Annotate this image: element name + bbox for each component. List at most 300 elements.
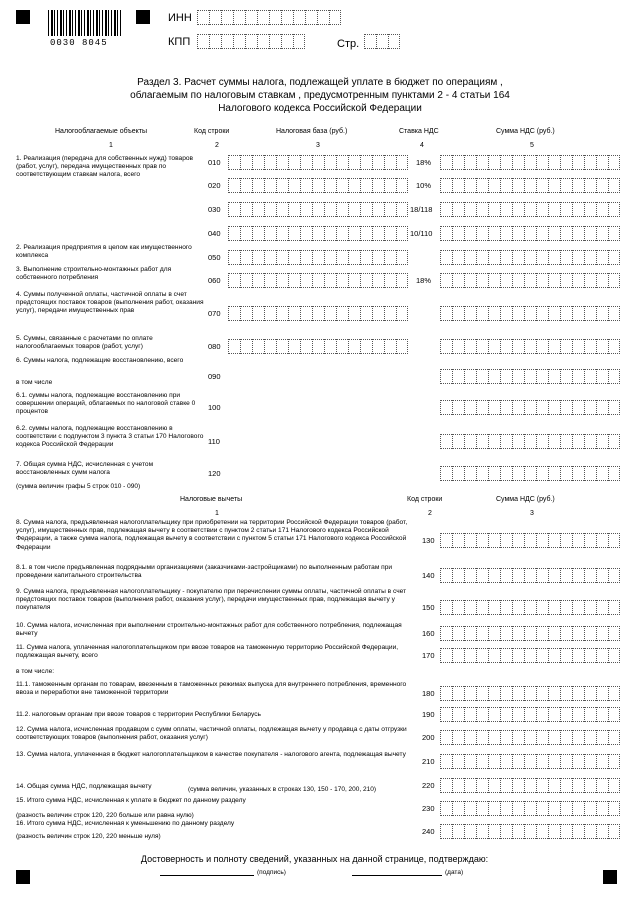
input-cell[interactable]	[548, 686, 560, 701]
input-cell[interactable]	[560, 533, 572, 548]
input-cell[interactable]	[384, 155, 396, 170]
input-cell[interactable]	[488, 707, 500, 722]
input-cell[interactable]	[440, 434, 452, 449]
input-cell[interactable]	[524, 178, 536, 193]
input-cell[interactable]	[536, 226, 548, 241]
input-cell[interactable]	[560, 339, 572, 354]
input-cell[interactable]	[584, 155, 596, 170]
input-cell[interactable]	[464, 155, 476, 170]
input-cell[interactable]	[500, 648, 512, 663]
input-cell[interactable]	[548, 155, 560, 170]
input-cell[interactable]	[560, 686, 572, 701]
input-cell[interactable]	[512, 400, 524, 415]
input-cell[interactable]	[560, 801, 572, 816]
input-cell[interactable]	[548, 339, 560, 354]
input-cell[interactable]	[476, 824, 488, 839]
input-cell[interactable]	[324, 306, 336, 321]
input-cell[interactable]	[476, 226, 488, 241]
input-cell[interactable]	[548, 801, 560, 816]
input-cell[interactable]	[584, 400, 596, 415]
input-cell[interactable]	[476, 626, 488, 641]
input-cell[interactable]	[608, 801, 620, 816]
input-cell[interactable]	[596, 686, 608, 701]
input-cell[interactable]	[500, 533, 512, 548]
input-cell[interactable]	[372, 273, 384, 288]
input-cell[interactable]	[524, 155, 536, 170]
input-cell[interactable]	[252, 273, 264, 288]
input-cell[interactable]	[536, 600, 548, 615]
input-cell[interactable]	[336, 250, 348, 265]
input-cell[interactable]	[512, 273, 524, 288]
input-cell[interactable]	[512, 202, 524, 217]
input-cell[interactable]	[452, 178, 464, 193]
input-cell[interactable]	[572, 434, 584, 449]
input-cell[interactable]	[488, 306, 500, 321]
input-cell[interactable]	[536, 533, 548, 548]
input-cell[interactable]	[536, 466, 548, 481]
input-cell[interactable]	[608, 707, 620, 722]
input-cell[interactable]	[488, 600, 500, 615]
input-cell[interactable]	[312, 250, 324, 265]
input-cell[interactable]	[300, 273, 312, 288]
input-cell[interactable]	[560, 707, 572, 722]
input-cell[interactable]	[464, 306, 476, 321]
input-cell[interactable]	[452, 533, 464, 548]
input-cell[interactable]	[476, 533, 488, 548]
input-cell[interactable]	[452, 648, 464, 663]
vat-amount-field[interactable]	[440, 801, 620, 816]
input-cell[interactable]	[500, 686, 512, 701]
input-cell[interactable]	[536, 824, 548, 839]
input-cell[interactable]	[608, 178, 620, 193]
input-cell[interactable]	[608, 273, 620, 288]
input-cell[interactable]	[500, 306, 512, 321]
input-cell[interactable]	[560, 226, 572, 241]
input-cell[interactable]	[488, 400, 500, 415]
input-cell[interactable]	[596, 155, 608, 170]
input-cell[interactable]	[488, 686, 500, 701]
input-cell[interactable]	[560, 155, 572, 170]
input-cell[interactable]	[440, 730, 452, 745]
input-cell[interactable]	[440, 466, 452, 481]
input-cell[interactable]	[560, 306, 572, 321]
input-cell[interactable]	[488, 369, 500, 384]
vat-amount-field[interactable]	[440, 155, 620, 170]
vat-amount-field[interactable]	[440, 707, 620, 722]
input-cell[interactable]	[536, 626, 548, 641]
input-cell[interactable]	[440, 178, 452, 193]
input-cell[interactable]	[584, 600, 596, 615]
input-cell[interactable]	[524, 202, 536, 217]
input-cell[interactable]	[488, 226, 500, 241]
input-cell[interactable]	[572, 273, 584, 288]
input-cell[interactable]	[488, 778, 500, 793]
input-cell[interactable]	[452, 250, 464, 265]
input-cell[interactable]	[372, 306, 384, 321]
input-cell[interactable]	[524, 369, 536, 384]
input-cell[interactable]	[245, 10, 257, 25]
input-cell[interactable]	[524, 754, 536, 769]
input-cell[interactable]	[560, 250, 572, 265]
input-cell[interactable]	[336, 306, 348, 321]
input-cell[interactable]	[452, 801, 464, 816]
input-cell[interactable]	[548, 434, 560, 449]
input-cell[interactable]	[572, 824, 584, 839]
input-cell[interactable]	[388, 34, 400, 49]
input-cell[interactable]	[488, 754, 500, 769]
input-cell[interactable]	[233, 10, 245, 25]
input-cell[interactable]	[512, 824, 524, 839]
input-cell[interactable]	[288, 250, 300, 265]
input-cell[interactable]	[228, 178, 240, 193]
input-cell[interactable]	[596, 533, 608, 548]
input-cell[interactable]	[584, 369, 596, 384]
input-cell[interactable]	[440, 778, 452, 793]
input-cell[interactable]	[596, 226, 608, 241]
input-cell[interactable]	[372, 202, 384, 217]
input-cell[interactable]	[608, 778, 620, 793]
input-cell[interactable]	[233, 34, 245, 49]
input-cell[interactable]	[228, 306, 240, 321]
input-cell[interactable]	[488, 648, 500, 663]
vat-amount-field[interactable]	[440, 202, 620, 217]
input-cell[interactable]	[452, 155, 464, 170]
input-cell[interactable]	[548, 369, 560, 384]
input-cell[interactable]	[264, 339, 276, 354]
input-cell[interactable]	[464, 626, 476, 641]
input-cell[interactable]	[288, 273, 300, 288]
input-cell[interactable]	[452, 306, 464, 321]
input-cell[interactable]	[276, 178, 288, 193]
input-cell[interactable]	[584, 626, 596, 641]
input-cell[interactable]	[384, 178, 396, 193]
input-cell[interactable]	[452, 730, 464, 745]
input-cell[interactable]	[452, 754, 464, 769]
input-cell[interactable]	[500, 434, 512, 449]
input-cell[interactable]	[372, 155, 384, 170]
input-cell[interactable]	[584, 824, 596, 839]
input-cell[interactable]	[560, 466, 572, 481]
input-cell[interactable]	[348, 155, 360, 170]
input-cell[interactable]	[452, 369, 464, 384]
input-cell[interactable]	[264, 178, 276, 193]
input-cell[interactable]	[372, 226, 384, 241]
input-cell[interactable]	[305, 10, 317, 25]
input-cell[interactable]	[572, 202, 584, 217]
input-cell[interactable]	[464, 568, 476, 583]
vat-amount-field[interactable]	[440, 273, 620, 288]
input-cell[interactable]	[500, 202, 512, 217]
vat-amount-field[interactable]	[440, 533, 620, 548]
input-cell[interactable]	[360, 178, 372, 193]
input-cell[interactable]	[572, 178, 584, 193]
input-cell[interactable]	[608, 754, 620, 769]
input-cell[interactable]	[584, 178, 596, 193]
input-cell[interactable]	[464, 178, 476, 193]
input-cell[interactable]	[252, 202, 264, 217]
input-cell[interactable]	[560, 824, 572, 839]
input-cell[interactable]	[572, 533, 584, 548]
input-cell[interactable]	[572, 250, 584, 265]
input-cell[interactable]	[524, 466, 536, 481]
date-line[interactable]	[352, 875, 442, 876]
input-cell[interactable]	[440, 754, 452, 769]
input-cell[interactable]	[488, 250, 500, 265]
input-cell[interactable]	[288, 155, 300, 170]
input-cell[interactable]	[536, 273, 548, 288]
input-cell[interactable]	[548, 730, 560, 745]
input-cell[interactable]	[476, 730, 488, 745]
input-cell[interactable]	[608, 600, 620, 615]
input-cell[interactable]	[596, 626, 608, 641]
input-cell[interactable]	[572, 648, 584, 663]
input-cell[interactable]	[372, 250, 384, 265]
input-cell[interactable]	[464, 339, 476, 354]
input-cell[interactable]	[512, 466, 524, 481]
input-cell[interactable]	[240, 306, 252, 321]
input-cell[interactable]	[276, 155, 288, 170]
input-cell[interactable]	[329, 10, 341, 25]
input-cell[interactable]	[596, 250, 608, 265]
input-cell[interactable]	[264, 202, 276, 217]
input-cell[interactable]	[440, 400, 452, 415]
input-cell[interactable]	[300, 226, 312, 241]
input-cell[interactable]	[548, 754, 560, 769]
input-cell[interactable]	[228, 202, 240, 217]
input-cell[interactable]	[584, 226, 596, 241]
input-cell[interactable]	[464, 824, 476, 839]
input-cell[interactable]	[596, 754, 608, 769]
input-cell[interactable]	[524, 801, 536, 816]
input-cell[interactable]	[596, 730, 608, 745]
input-cell[interactable]	[500, 600, 512, 615]
input-cell[interactable]	[300, 178, 312, 193]
input-cell[interactable]	[548, 533, 560, 548]
input-cell[interactable]	[300, 339, 312, 354]
input-cell[interactable]	[276, 273, 288, 288]
input-cell[interactable]	[536, 178, 548, 193]
input-cell[interactable]	[572, 626, 584, 641]
input-cell[interactable]	[572, 801, 584, 816]
input-cell[interactable]	[512, 730, 524, 745]
input-cell[interactable]	[608, 466, 620, 481]
input-cell[interactable]	[596, 568, 608, 583]
input-cell[interactable]	[488, 801, 500, 816]
input-cell[interactable]	[464, 801, 476, 816]
input-cell[interactable]	[384, 250, 396, 265]
input-cell[interactable]	[596, 306, 608, 321]
input-cell[interactable]	[396, 202, 408, 217]
input-cell[interactable]	[396, 155, 408, 170]
input-cell[interactable]	[608, 202, 620, 217]
input-cell[interactable]	[276, 202, 288, 217]
input-cell[interactable]	[440, 648, 452, 663]
input-cell[interactable]	[372, 339, 384, 354]
input-cell[interactable]	[396, 306, 408, 321]
input-cell[interactable]	[608, 686, 620, 701]
input-cell[interactable]	[608, 434, 620, 449]
input-cell[interactable]	[269, 34, 281, 49]
input-cell[interactable]	[240, 226, 252, 241]
input-cell[interactable]	[608, 568, 620, 583]
vat-amount-field[interactable]	[440, 339, 620, 354]
input-cell[interactable]	[560, 178, 572, 193]
input-cell[interactable]	[524, 707, 536, 722]
input-cell[interactable]	[317, 10, 329, 25]
input-cell[interactable]	[584, 466, 596, 481]
vat-amount-field[interactable]	[440, 730, 620, 745]
input-cell[interactable]	[360, 306, 372, 321]
input-cell[interactable]	[476, 568, 488, 583]
input-cell[interactable]	[560, 600, 572, 615]
input-cell[interactable]	[348, 202, 360, 217]
input-cell[interactable]	[464, 250, 476, 265]
input-cell[interactable]	[608, 306, 620, 321]
input-cell[interactable]	[560, 648, 572, 663]
input-cell[interactable]	[572, 306, 584, 321]
input-cell[interactable]	[584, 801, 596, 816]
input-cell[interactable]	[500, 466, 512, 481]
input-cell[interactable]	[476, 707, 488, 722]
input-cell[interactable]	[440, 686, 452, 701]
input-cell[interactable]	[476, 155, 488, 170]
vat-amount-field[interactable]	[440, 250, 620, 265]
input-cell[interactable]	[276, 250, 288, 265]
input-cell[interactable]	[596, 778, 608, 793]
input-cell[interactable]	[512, 754, 524, 769]
tax-base-field[interactable]	[228, 306, 408, 321]
input-cell[interactable]	[228, 226, 240, 241]
input-cell[interactable]	[584, 202, 596, 217]
vat-amount-field[interactable]	[440, 466, 620, 481]
input-cell[interactable]	[500, 369, 512, 384]
signature-line[interactable]	[160, 875, 254, 876]
input-cell[interactable]	[596, 339, 608, 354]
input-cell[interactable]	[560, 730, 572, 745]
input-cell[interactable]	[336, 273, 348, 288]
input-cell[interactable]	[276, 306, 288, 321]
input-cell[interactable]	[524, 273, 536, 288]
input-cell[interactable]	[536, 306, 548, 321]
input-cell[interactable]	[500, 273, 512, 288]
input-cell[interactable]	[584, 730, 596, 745]
input-cell[interactable]	[608, 155, 620, 170]
input-cell[interactable]	[396, 226, 408, 241]
input-cell[interactable]	[500, 626, 512, 641]
input-cell[interactable]	[348, 306, 360, 321]
input-cell[interactable]	[500, 824, 512, 839]
input-cell[interactable]	[512, 801, 524, 816]
input-cell[interactable]	[197, 34, 209, 49]
input-cell[interactable]	[488, 730, 500, 745]
input-cell[interactable]	[288, 226, 300, 241]
input-cell[interactable]	[548, 707, 560, 722]
input-cell[interactable]	[252, 178, 264, 193]
input-cell[interactable]	[584, 754, 596, 769]
input-cell[interactable]	[572, 686, 584, 701]
input-cell[interactable]	[548, 648, 560, 663]
input-cell[interactable]	[440, 155, 452, 170]
input-cell[interactable]	[572, 568, 584, 583]
input-cell[interactable]	[488, 273, 500, 288]
input-cell[interactable]	[608, 250, 620, 265]
input-cell[interactable]	[360, 226, 372, 241]
input-cell[interactable]	[536, 400, 548, 415]
input-cell[interactable]	[452, 400, 464, 415]
input-cell[interactable]	[584, 686, 596, 701]
input-cell[interactable]	[240, 250, 252, 265]
input-cell[interactable]	[221, 10, 233, 25]
input-cell[interactable]	[440, 707, 452, 722]
input-cell[interactable]	[336, 339, 348, 354]
input-cell[interactable]	[281, 34, 293, 49]
input-cell[interactable]	[197, 10, 209, 25]
input-cell[interactable]	[536, 369, 548, 384]
input-cell[interactable]	[324, 273, 336, 288]
input-cell[interactable]	[324, 202, 336, 217]
input-cell[interactable]	[584, 250, 596, 265]
input-cell[interactable]	[264, 155, 276, 170]
input-cell[interactable]	[512, 626, 524, 641]
input-cell[interactable]	[476, 466, 488, 481]
vat-amount-field[interactable]	[440, 824, 620, 839]
input-cell[interactable]	[560, 754, 572, 769]
input-cell[interactable]	[312, 202, 324, 217]
input-cell[interactable]	[384, 226, 396, 241]
input-cell[interactable]	[548, 824, 560, 839]
input-cell[interactable]	[476, 339, 488, 354]
input-cell[interactable]	[360, 273, 372, 288]
input-cell[interactable]	[264, 250, 276, 265]
inn-field[interactable]	[197, 10, 341, 25]
input-cell[interactable]	[312, 226, 324, 241]
input-cell[interactable]	[476, 273, 488, 288]
input-cell[interactable]	[524, 600, 536, 615]
input-cell[interactable]	[536, 778, 548, 793]
input-cell[interactable]	[348, 339, 360, 354]
input-cell[interactable]	[440, 801, 452, 816]
input-cell[interactable]	[252, 339, 264, 354]
input-cell[interactable]	[500, 178, 512, 193]
input-cell[interactable]	[240, 155, 252, 170]
input-cell[interactable]	[464, 202, 476, 217]
input-cell[interactable]	[608, 626, 620, 641]
input-cell[interactable]	[360, 155, 372, 170]
input-cell[interactable]	[452, 466, 464, 481]
input-cell[interactable]	[560, 568, 572, 583]
input-cell[interactable]	[500, 400, 512, 415]
input-cell[interactable]	[524, 434, 536, 449]
input-cell[interactable]	[440, 202, 452, 217]
input-cell[interactable]	[596, 202, 608, 217]
input-cell[interactable]	[488, 434, 500, 449]
input-cell[interactable]	[360, 202, 372, 217]
input-cell[interactable]	[524, 339, 536, 354]
input-cell[interactable]	[324, 178, 336, 193]
input-cell[interactable]	[524, 306, 536, 321]
input-cell[interactable]	[452, 778, 464, 793]
vat-amount-field[interactable]	[440, 600, 620, 615]
input-cell[interactable]	[452, 434, 464, 449]
input-cell[interactable]	[476, 754, 488, 769]
input-cell[interactable]	[476, 778, 488, 793]
input-cell[interactable]	[548, 306, 560, 321]
input-cell[interactable]	[452, 202, 464, 217]
input-cell[interactable]	[488, 339, 500, 354]
input-cell[interactable]	[464, 648, 476, 663]
tax-base-field[interactable]	[228, 339, 408, 354]
input-cell[interactable]	[476, 369, 488, 384]
